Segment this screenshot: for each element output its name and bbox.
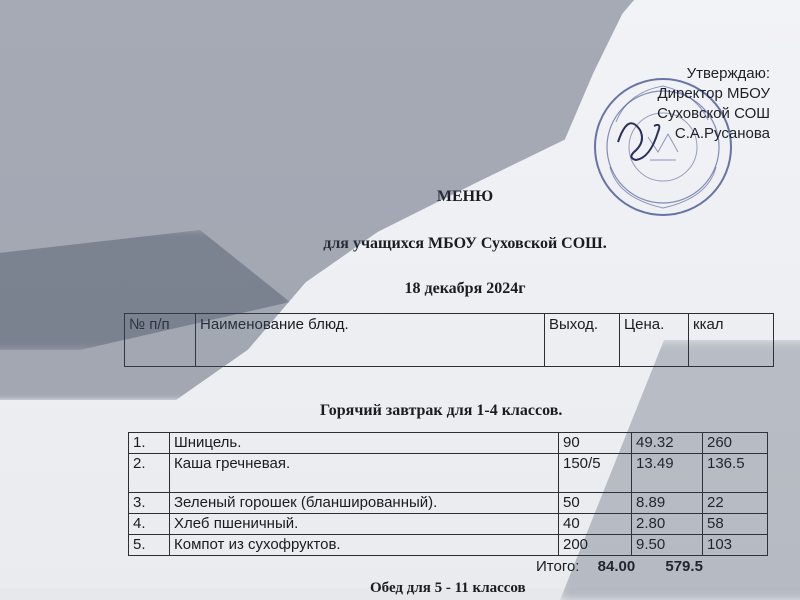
approval-line-2: Директор МБОУ bbox=[657, 85, 770, 102]
menu-title: МЕНЮ bbox=[436, 188, 494, 205]
row-name: Шницель. bbox=[170, 433, 559, 454]
header-row bbox=[125, 314, 774, 367]
next-section-title: Обед для 5 - 11 классов bbox=[370, 580, 526, 596]
row-output: 150/5 bbox=[559, 454, 632, 493]
row-price: 13.49 bbox=[632, 454, 703, 493]
row-kcal: 103 bbox=[703, 535, 768, 556]
signature bbox=[618, 123, 659, 160]
total-line bbox=[536, 558, 703, 575]
row-price: 9.50 bbox=[632, 535, 703, 556]
row-num: 4. bbox=[129, 514, 170, 535]
total-price: 84.00 bbox=[597, 558, 636, 575]
row-num: 5. bbox=[129, 535, 170, 556]
approval-line-3: Суховской СОШ bbox=[657, 105, 770, 122]
row-name: Каша гречневая. bbox=[170, 454, 559, 493]
approval-line-4: С.А.Русанова bbox=[674, 125, 770, 142]
table-row bbox=[129, 493, 768, 514]
header-table bbox=[124, 313, 774, 367]
row-num: 3. bbox=[129, 493, 170, 514]
row-output: 90 bbox=[559, 433, 632, 454]
row-output: 200 bbox=[559, 535, 632, 556]
row-kcal: 58 bbox=[703, 514, 768, 535]
approval-line-1: Утверждаю: bbox=[686, 65, 770, 82]
row-price: 8.89 bbox=[632, 493, 703, 514]
header-price: Цена. bbox=[620, 314, 689, 367]
row-kcal: 22 bbox=[703, 493, 768, 514]
row-num: 2. bbox=[129, 454, 170, 493]
table-row bbox=[129, 535, 768, 556]
section-title: Горячий завтрак для 1-4 классов. bbox=[320, 402, 563, 419]
menu-table bbox=[128, 432, 768, 556]
menu-date: 18 декабря 2024г bbox=[404, 280, 526, 297]
row-num: 1. bbox=[129, 433, 170, 454]
header-output: Выход. bbox=[545, 314, 620, 367]
row-kcal: 260 bbox=[703, 433, 768, 454]
row-price: 49.32 bbox=[632, 433, 703, 454]
table-row bbox=[129, 433, 768, 454]
header-name: Наименование блюд. bbox=[196, 314, 545, 367]
row-output: 50 bbox=[559, 493, 632, 514]
approval-block bbox=[657, 64, 770, 144]
menu-subtitle: для учащихся МБОУ Суховской СОШ. bbox=[323, 235, 607, 252]
row-name: Зеленый горошек (бланшированный). bbox=[170, 493, 559, 514]
row-price: 2.80 bbox=[632, 514, 703, 535]
table-row bbox=[129, 454, 768, 493]
header-num: № п/п bbox=[125, 314, 196, 367]
row-kcal: 136.5 bbox=[703, 454, 768, 493]
header-kcal: ккал bbox=[689, 314, 774, 367]
total-label: Итого: bbox=[536, 558, 580, 575]
table-row bbox=[129, 514, 768, 535]
total-kcal: 579.5 bbox=[665, 558, 703, 575]
row-output: 40 bbox=[559, 514, 632, 535]
row-name: Хлеб пшеничный. bbox=[170, 514, 559, 535]
row-name: Компот из сухофруктов. bbox=[170, 535, 559, 556]
